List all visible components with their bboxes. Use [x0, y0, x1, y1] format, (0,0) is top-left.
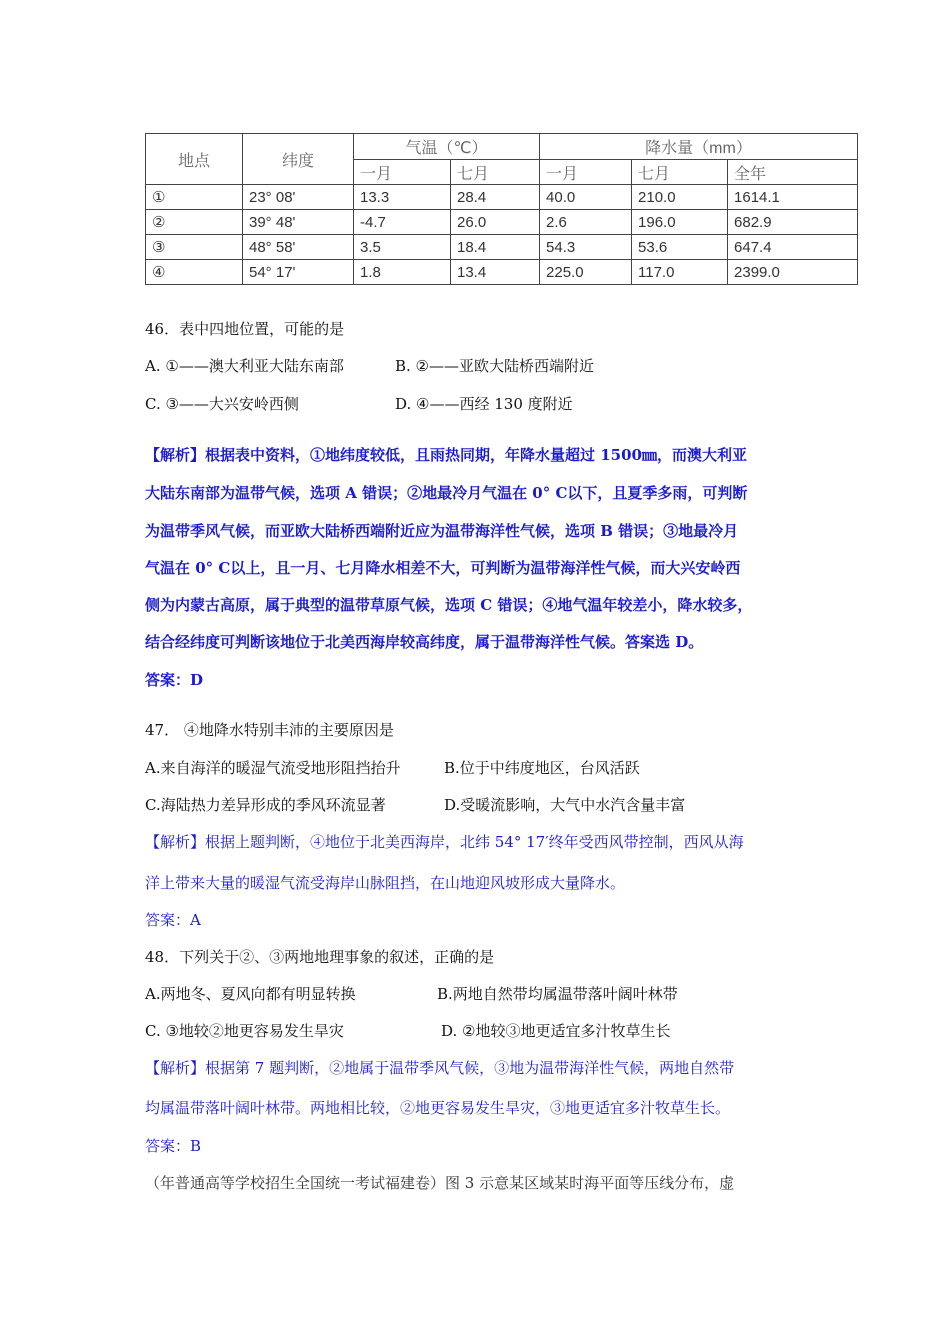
cell-latitude: 48° 58' [243, 235, 354, 260]
q47-option-a: A.来自海洋的暖湿气流受地形阻挡抬升 [145, 759, 401, 777]
cell-temp-jul: 28.4 [451, 185, 540, 210]
q46-option-b: B. ②——亚欧大陆桥西端附近 [395, 357, 595, 375]
cell-precip-jan: 40.0 [540, 185, 632, 210]
q48-option-b: B.两地自然带均属温带落叶阔叶林带 [437, 985, 678, 1003]
cell-precip-year: 682.9 [728, 210, 858, 235]
next-question-intro: （年普通高等学校招生全国统一考试福建卷）图 3 示意某区域某时海平面等压线分布，虚 [145, 1174, 735, 1192]
header-temperature: 气温（℃） [354, 134, 540, 160]
q48-option-a: A.两地冬、夏风向都有明显转换 [145, 985, 356, 1003]
cell-precip-year: 1614.1 [728, 185, 858, 210]
q46-option-c: C. ③——大兴安岭西侧 [145, 395, 299, 413]
q46-analysis-line: 【解析】根据表中资料，①地纬度较低，且雨热同期，年降水量超过 1500㎜，而澳大利亚 [145, 446, 747, 464]
cell-precip-jul: 117.0 [632, 260, 728, 285]
header-place: 地点 [146, 134, 243, 185]
q46-analysis-line: 气温在 0° C以上，且一月、七月降水相差不大，可判断为温带海洋性气候，而大兴安岭西 [145, 559, 741, 577]
cell-temp-jan: 1.8 [354, 260, 451, 285]
q48-option-c: C. ③地较②地更容易发生旱灾 [145, 1022, 344, 1040]
header-temp-jan: 一月 [354, 160, 451, 185]
question-48-stem: 48．下列关于②、③两地地理事象的叙述，正确的是 [145, 948, 495, 966]
cell-precip-jul: 53.6 [632, 235, 728, 260]
cell-precip-jan: 225.0 [540, 260, 632, 285]
question-46-stem: 46．表中四地位置，可能的是 [145, 320, 345, 338]
cell-latitude: 23° 08' [243, 185, 354, 210]
cell-temp-jul: 13.4 [451, 260, 540, 285]
q46-option-d: D. ④——西经 130 度附近 [395, 395, 573, 413]
cell-precip-jul: 196.0 [632, 210, 728, 235]
q47-analysis-line: 【解析】根据上题判断，④地位于北美西海岸，北纬 54° 17′终年受西风带控制，西风从海 [145, 833, 744, 851]
question-47-stem: 47． ④地降水特别丰沛的主要原因是 [145, 721, 394, 739]
q48-analysis-line: 【解析】根据第 7 题判断，②地属于温带季风气候，③地为温带海洋性气候，两地自然带 [145, 1059, 735, 1077]
q46-option-a: A. ①——澳大利亚大陆东南部 [145, 357, 344, 375]
q48-answer: 答案：B [145, 1137, 202, 1155]
q48-analysis-line: 均属温带落叶阔叶林带。两地相比较，②地更容易发生旱灾，③地更适宜多汁牧草生长。 [145, 1099, 731, 1117]
cell-temp-jan: 3.5 [354, 235, 451, 260]
header-latitude: 纬度 [243, 134, 354, 185]
header-precip-jul: 七月 [632, 160, 728, 185]
cell-place: ② [146, 210, 243, 235]
table-row [146, 210, 858, 235]
q46-answer: 答案：D [145, 671, 204, 689]
cell-place: ① [146, 185, 243, 210]
cell-temp-jul: 18.4 [451, 235, 540, 260]
q47-option-c: C.海陆热力差异形成的季风环流显著 [145, 796, 386, 814]
q47-option-b: B.位于中纬度地区，台风活跃 [444, 759, 640, 777]
q47-analysis-line: 洋上带来大量的暖湿气流受海岸山脉阻挡，在山地迎风坡形成大量降水。 [145, 874, 626, 892]
cell-temp-jul: 26.0 [451, 210, 540, 235]
table-row [146, 235, 858, 260]
q47-answer: 答案：A [145, 911, 201, 929]
q46-analysis-line: 侧为内蒙古高原，属于典型的温带草原气候，选项 C 错误；④地气温年较差小，降水较多， [145, 596, 753, 614]
header-precip-year: 全年 [728, 160, 858, 185]
header-precip-jan: 一月 [540, 160, 632, 185]
climate-data-table [145, 133, 858, 285]
cell-precip-year: 2399.0 [728, 260, 858, 285]
cell-latitude: 39° 48' [243, 210, 354, 235]
cell-precip-jan: 54.3 [540, 235, 632, 260]
cell-temp-jan: -4.7 [354, 210, 451, 235]
q48-option-d: D. ②地较③地更适宜多汁牧草生长 [441, 1022, 671, 1040]
q46-analysis-line: 结合经纬度可判断该地位于北美西海岸较高纬度，属于温带海洋性气候。答案选 D。 [145, 633, 704, 651]
table-row [146, 260, 858, 285]
q46-analysis-line: 为温带季风气候，而亚欧大陆桥西端附近应为温带海洋性气候，选项 B 错误；③地最冷月 [145, 522, 739, 540]
cell-latitude: 54° 17' [243, 260, 354, 285]
header-temp-jul: 七月 [451, 160, 540, 185]
q47-option-d: D.受暖流影响，大气中水汽含量丰富 [444, 796, 686, 814]
table-row [146, 185, 858, 210]
cell-precip-year: 647.4 [728, 235, 858, 260]
cell-temp-jan: 13.3 [354, 185, 451, 210]
cell-place: ③ [146, 235, 243, 260]
q46-analysis-line: 大陆东南部为温带气候，选项 A 错误；②地最冷月气温在 0° C以下，且夏季多雨，可判断 [145, 484, 748, 502]
cell-place: ④ [146, 260, 243, 285]
header-precipitation: 降水量（mm） [540, 134, 858, 160]
cell-precip-jul: 210.0 [632, 185, 728, 210]
cell-precip-jan: 2.6 [540, 210, 632, 235]
